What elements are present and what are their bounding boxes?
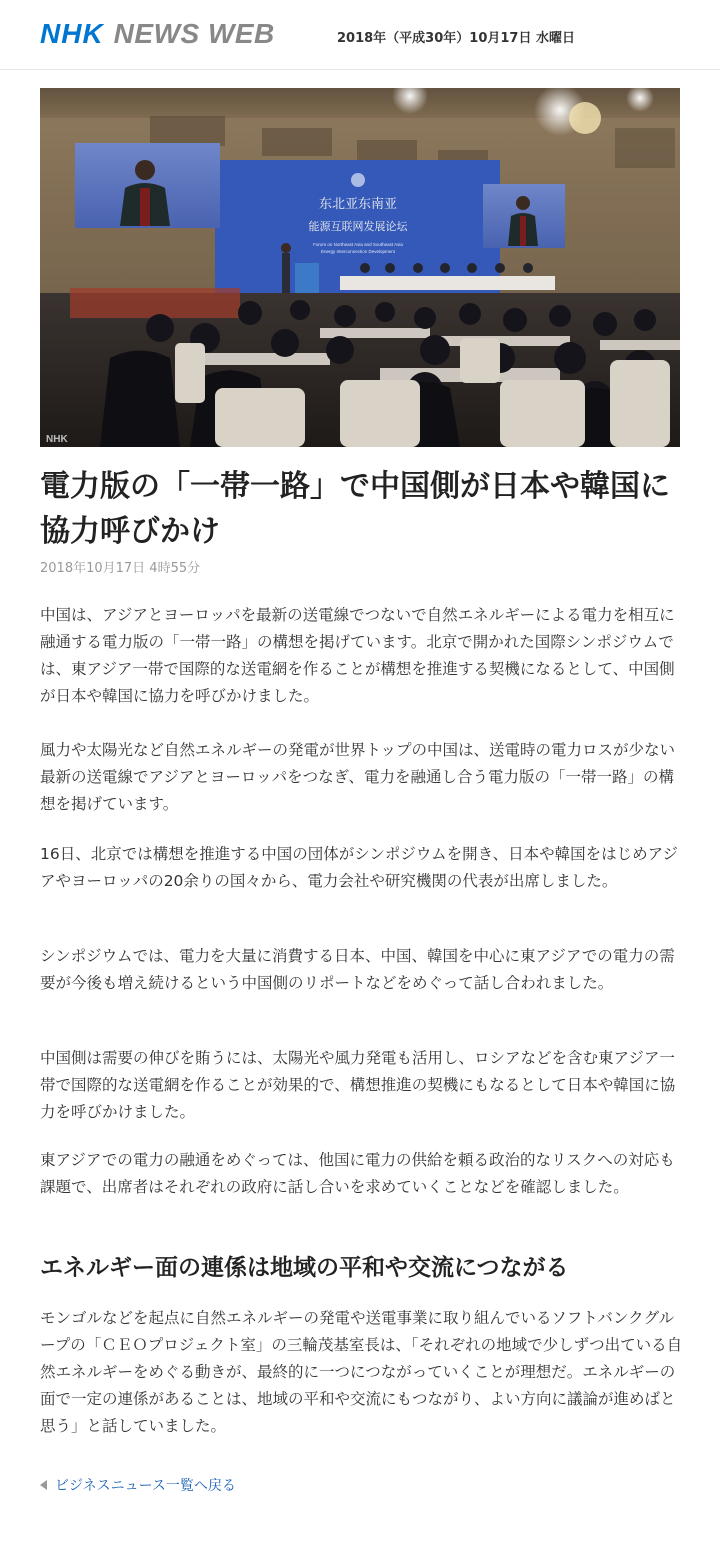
backdrop-chinese-title-2: 能源互联网发展论坛: [308, 220, 408, 233]
conference-hall-image: [40, 88, 680, 447]
logo-nhk-text: NHK: [40, 18, 104, 49]
article-paragraph-3: シンポジウムでは、電力を大量に消費する日本、中国、韓国を中心に東アジアでの電力の需要が今後も増え続けるという中国側のリポートなどをめぐって話し合われました。: [40, 947, 675, 992]
article-title: 電力版の「一帯一路」で中国側が日本や韓国に協力呼びかけ: [40, 469, 670, 549]
nhk-watermark: NHK: [46, 434, 68, 445]
backdrop-english-title-1: Forum on Northeast Asia and Southeast Asia: [313, 242, 403, 247]
site-header: [0, 0, 720, 70]
article-paragraph-6: モンゴルなどを起点に自然エネルギーの発電や送電事業に取り組んでいるソフトバンクグループの「ＣＥＯプロジェクト室」の三輪茂基室長は、「それぞれの地域で少しずつ出ている自然エネルギーをめぐる動きが、最終的に一つにつながっていくことが理想だ。エネルギーの面で一定の連係があることは、地域の平和や交流にもつながり、よい方向に議論が進めばと思う」と話していました。: [40, 1309, 683, 1435]
article-paragraph-1: 風力や太陽光など自然エネルギーの発電が世界トップの中国は、送電時の電力ロスが少ない最新の送電線でアジアとヨーロッパをつなぎ、電力を融通し合う電力版の「一帯一路」の構想を掲げています。: [40, 741, 676, 813]
article-paragraph-4: 中国側は需要の伸びを賄うには、太陽光や風力発電も活用し、ロシアなどを含む東アジア一帯で国際的な送電網を作ることが効果的で、構想推進の契機にもなるとして日本や韓国に協力を呼びかけました。: [40, 1049, 676, 1121]
header-date: 2018年（平成30年）10月17日 水曜日: [337, 31, 575, 46]
backdrop-chinese-title-1: 东北亚东南亚: [318, 197, 398, 212]
article-photo: [40, 88, 680, 447]
back-triangle-icon: [40, 1480, 47, 1490]
backdrop-english-title-2: Energy Interconnection Development: [320, 249, 396, 254]
article-paragraph-2: 16日、北京では構想を推進する中国の団体がシンポジウムを開き、日本や韓国をはじめアジアやヨーロッパの20余りの国々から、電力会社や研究機関の代表が出席しました。: [40, 845, 678, 890]
back-to-business-news-link[interactable]: [40, 1475, 236, 1495]
published-date: 2018年10月17日 4時55分: [40, 561, 201, 576]
article-subheading: エネルギー面の連係は地域の平和や交流につながる: [40, 1255, 569, 1281]
article-lead: 中国は、アジアとヨーロッパを最新の送電線でつないで自然エネルギーによる電力を相互に融通する電力版の「一帯一路」の構想を掲げています。北京で開かれた国際シンポジウムでは、東アジア一帯で国際的な送電網を作ることが構想を推進する契機になるとして、中国側が日本や韓国に協力を呼びかけました。: [40, 606, 675, 705]
logo-newsweb-text: NEWS WEB: [113, 18, 275, 49]
back-link-label: ビジネスニュース一覧へ戻る: [55, 1478, 236, 1494]
article-paragraph-5: 東アジアでの電力の融通をめぐっては、他国に電力の供給を頼る政治的なリスクへの対応も課題で、出席者はそれぞれの政府に話し合いを求めていくことなどを確認しました。: [40, 1151, 675, 1196]
nhk-news-web-logo[interactable]: [40, 18, 275, 54]
